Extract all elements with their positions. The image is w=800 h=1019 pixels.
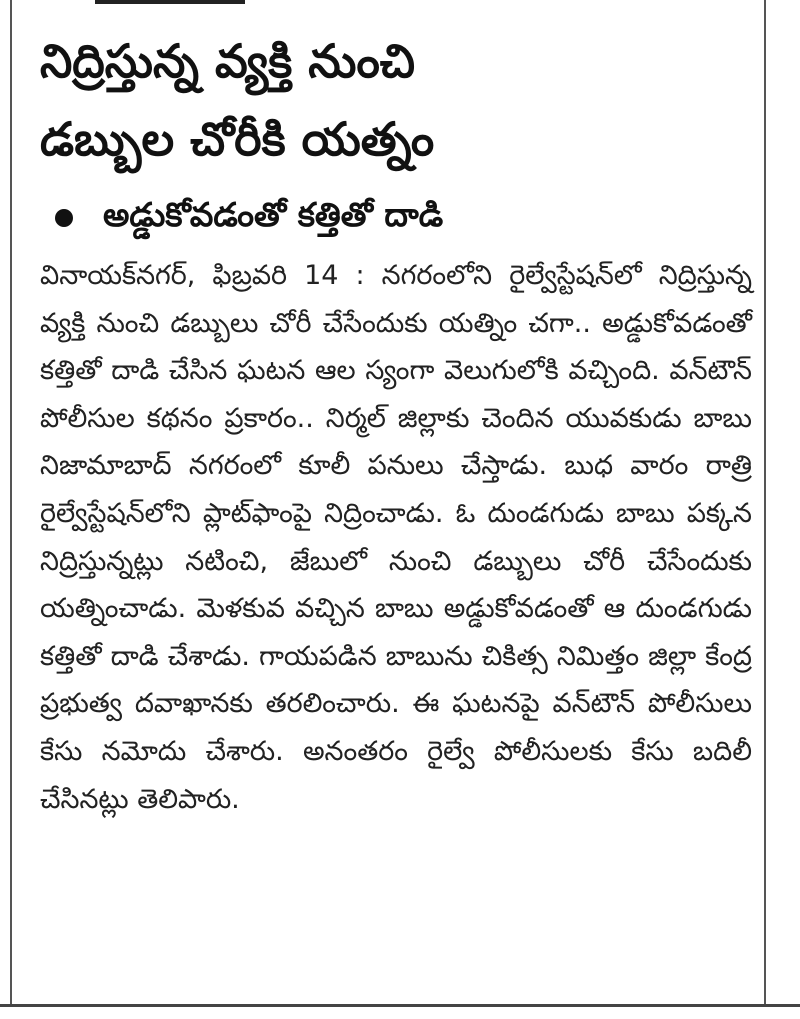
subheadline [40,190,752,246]
article-body: వినాయక్‌నగర్, ఫిబ్రవరి 14 : నగరంలోని రైల్వేస్టేషన్‌లో నిద్రిస్తున్న వ్యక్తి నుంచి డబ్బులు చోరీ చేసేందుకు యత్నిం చగా.. అడ్డుకోవడంతో కత్తితో దాడి చేసిన ఘటన ఆల స్యంగా వెలుగులోకి వచ్చింది. వన్‌టౌన్ పోలీసుల కథనం ప్రకారం.. నిర్మల్ జిల్లాకు చెందిన యువకుడు బాబు నిజామాబాద్ నగరంలో కూలీ పనులు చేస్తాడు. బుధ వారం రాత్రి రైల్వేస్టేషన్‌లోని ప్లాట్‌ఫాంపై నిద్రించాడు. ఓ దుండగుడు బాబు పక్కన నిద్రిస్తున్నట్లు నటించి, జేబులో నుంచి డబ్బులు చోరీ చేసేందుకు యత్నించాడు. మెళకువ వచ్చిన బాబు అడ్డుకోవడంతో ఆ దుండగుడు కత్తితో దాడి చేశాడు. గాయపడిన బాబును చికిత్స నిమిత్తం జిల్లా కేంద్ర ప్రభుత్వ దవాఖానకు తరలించారు. ఈ ఘటనపై వన్‌టౌన్ పోలీసులు కేసు నమోదు చేశారు. అనంతరం రైల్వే పోలీసులకు కేసు బదిలీ చేసినట్లు తెలిపారు. [40,260,752,815]
headline-line-2: డబ్బుల చోరీకి యత్నం [40,112,435,166]
left-column-rule [10,0,12,1005]
top-divider [95,0,245,4]
headline-line-1: నిద్రిస్తున్న వ్యక్తి నుంచి [40,34,416,88]
news-article [40,22,752,823]
headline [40,22,752,178]
subheadline-text: అడ్డుకోవడంతో కత్తితో దాడి [103,194,444,234]
bottom-divider [0,1004,800,1007]
bullet-icon [55,209,73,227]
right-column-rule [764,0,766,1005]
